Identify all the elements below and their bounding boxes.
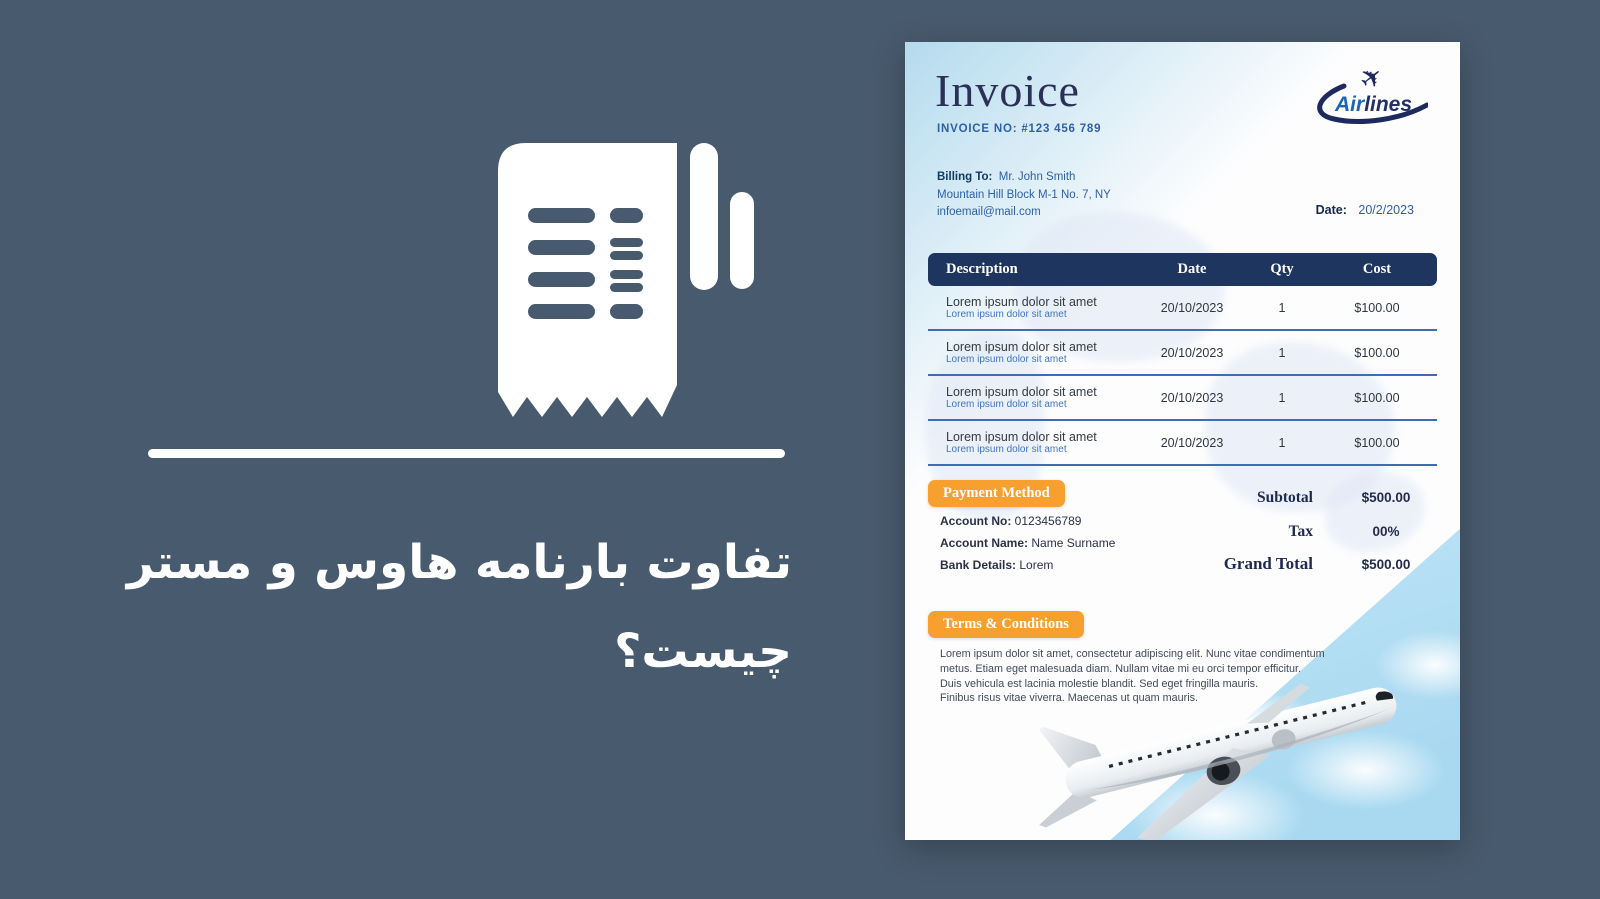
bank-details-line bbox=[940, 558, 1053, 572]
tax-label: Tax bbox=[1288, 523, 1313, 540]
payment-method-badge: Payment Method bbox=[928, 480, 1065, 507]
item-date: 20/10/2023 bbox=[1160, 390, 1224, 405]
billing-address: Mountain Hill Block M-1 No. 7, NY bbox=[937, 188, 1111, 201]
grand-total-value: $500.00 bbox=[1361, 557, 1411, 572]
bank-details-value: Lorem bbox=[1019, 558, 1054, 572]
terms-text bbox=[940, 647, 1325, 706]
table-row bbox=[928, 331, 1437, 376]
table-row bbox=[928, 376, 1437, 421]
receipt-roll-bar-tall bbox=[690, 143, 718, 290]
item-qty: 1 bbox=[1278, 300, 1286, 315]
airlines-logo bbox=[1308, 58, 1428, 142]
item-subdescription: Lorem ipsum dolor sit amet bbox=[946, 398, 1067, 410]
item-description: Lorem ipsum dolor sit amet bbox=[946, 294, 1097, 309]
line-items-table bbox=[928, 253, 1437, 466]
item-subdescription: Lorem ipsum dolor sit amet bbox=[946, 353, 1067, 365]
account-no-value: 0123456789 bbox=[1014, 514, 1082, 528]
col-date: Date bbox=[1177, 261, 1207, 277]
bank-details-label: Bank Details: bbox=[940, 558, 1017, 572]
item-subdescription: Lorem ipsum dolor sit amet bbox=[946, 308, 1067, 320]
logo-text-air: Air bbox=[1335, 93, 1365, 116]
invoice-date bbox=[1316, 203, 1414, 217]
item-cost: $100.00 bbox=[1354, 435, 1400, 450]
account-no-label: Account No: bbox=[940, 514, 1012, 528]
plane-icon bbox=[1354, 59, 1391, 97]
date-value: 20/2/2023 bbox=[1358, 203, 1414, 217]
account-name-line bbox=[940, 536, 1115, 550]
billing-email: infoemail@mail.com bbox=[937, 206, 1041, 218]
col-cost: Cost bbox=[1362, 261, 1392, 277]
item-date: 20/10/2023 bbox=[1160, 300, 1224, 315]
item-qty: 1 bbox=[1278, 390, 1286, 405]
item-cost: $100.00 bbox=[1354, 345, 1400, 360]
page-title-line1: تفاوت بارنامه هاوس و مستر bbox=[126, 535, 792, 590]
item-qty: 1 bbox=[1278, 345, 1286, 360]
tax-row bbox=[1163, 523, 1426, 541]
item-date: 20/10/2023 bbox=[1160, 435, 1224, 450]
item-date: 20/10/2023 bbox=[1160, 345, 1224, 360]
terms-line: metus. Etiam eget malesuada diam. Nullam vitae mi eu orci tempor efficitur. bbox=[940, 662, 1302, 675]
terms-line: Duis vehicula est lacinia molestie blandit. Sed eget fringilla mauris. bbox=[940, 677, 1259, 690]
svg-text:Airlines bbox=[1334, 93, 1412, 116]
item-cost: $100.00 bbox=[1354, 390, 1400, 405]
table-row bbox=[928, 286, 1437, 331]
terms-badge: Terms & Conditions bbox=[928, 611, 1084, 638]
divider-line bbox=[148, 449, 785, 458]
invoice-title: Invoice bbox=[935, 65, 1080, 116]
subtotal-value: $500.00 bbox=[1361, 490, 1411, 505]
invoice-number: INVOICE NO: #123 456 789 bbox=[937, 123, 1102, 135]
terms-line: Lorem ipsum dolor sit amet, consectetur adipiscing elit. Nunc vitae condimentum bbox=[940, 648, 1325, 660]
receipt-roll-bar-short bbox=[730, 192, 754, 289]
item-cost: $100.00 bbox=[1354, 300, 1400, 315]
item-qty: 1 bbox=[1278, 435, 1286, 450]
billing-label: Billing To: bbox=[937, 171, 993, 183]
page-title bbox=[92, 518, 792, 696]
col-description: Description bbox=[946, 261, 1018, 277]
account-name-label: Account Name: bbox=[940, 536, 1029, 550]
tax-value: 00% bbox=[1372, 524, 1400, 539]
account-no-line bbox=[940, 514, 1081, 528]
receipt-icon bbox=[478, 132, 758, 424]
subtotal-row bbox=[1163, 489, 1426, 507]
account-name-value: Name Surname bbox=[1031, 536, 1116, 550]
subtotal-label: Subtotal bbox=[1257, 489, 1313, 506]
terms-line: Finibus risus vitae viverra. Maecenas ut quam mauris. bbox=[940, 692, 1199, 705]
table-row bbox=[928, 421, 1437, 466]
date-label: Date: bbox=[1315, 203, 1347, 217]
page-title-line2: چیست؟ bbox=[614, 624, 792, 679]
item-description: Lorem ipsum dolor sit amet bbox=[946, 429, 1097, 444]
item-description: Lorem ipsum dolor sit amet bbox=[946, 339, 1097, 354]
svg-text:✈: ✈ bbox=[1353, 59, 1391, 98]
invoice-card bbox=[905, 42, 1460, 840]
logo-text-lines: lines bbox=[1364, 93, 1413, 116]
item-subdescription: Lorem ipsum dolor sit amet bbox=[946, 443, 1067, 455]
billing-name: Mr. John Smith bbox=[998, 171, 1076, 183]
billing-block bbox=[937, 169, 1111, 222]
table-header bbox=[928, 253, 1437, 286]
grand-total-label: Grand Total bbox=[1223, 554, 1313, 573]
col-qty: Qty bbox=[1270, 261, 1294, 277]
grand-total-row bbox=[1163, 554, 1426, 574]
item-description: Lorem ipsum dolor sit amet bbox=[946, 384, 1097, 399]
